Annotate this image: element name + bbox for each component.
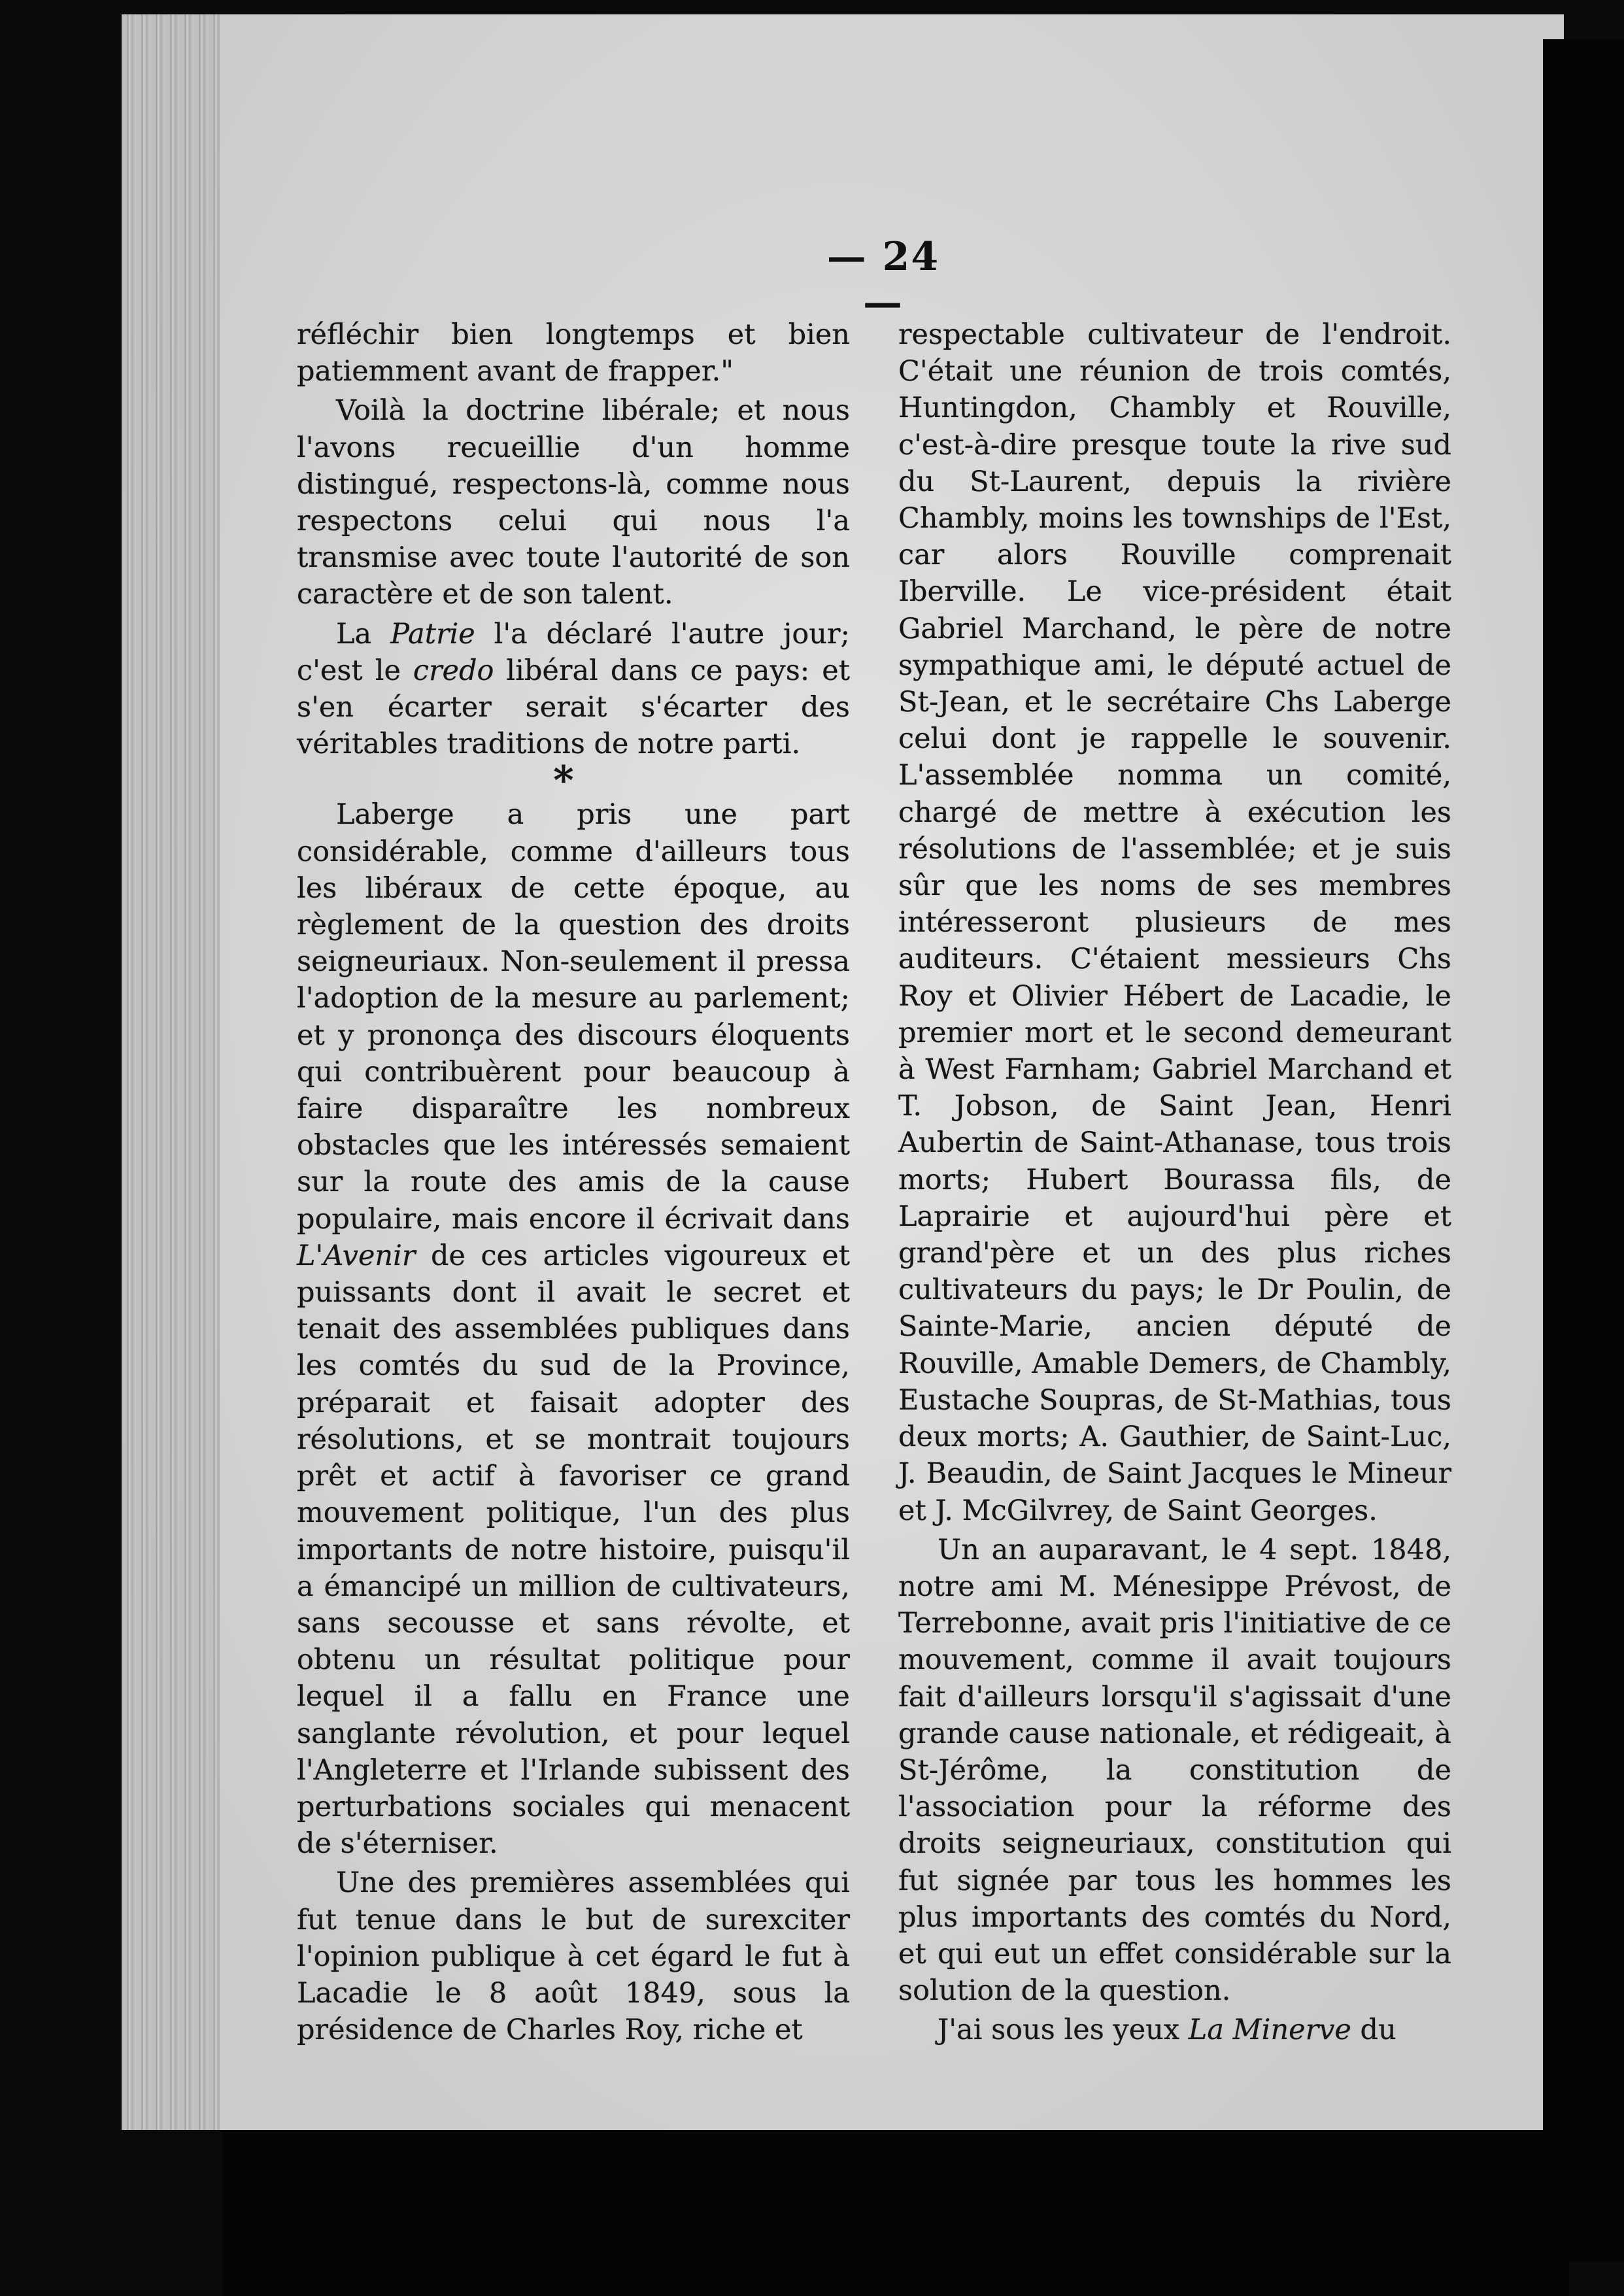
paragraph: Une des premières assemblées qui fut tenue dans le but de surexciter l'opinion publique à cet égard le fut à Lacadie le 8 août 1849, sous la présidence de Charles Roy, riche et (297, 1866, 850, 2047)
paragraph: Laberge a pris une part considérable, comme d'ailleurs tous les libéraux de cette époque, au règlement de la question des droits seigneuriaux. Non-seulement il pressa l'adoption de la mesure au parlement; et y prononça des discours éloquents qui contribuèrent pour beaucoup à faire disparaître les nombreux obstacles que les intéressés semaient sur la route des amis de la cause populaire, mais encore il écrivait dans L'Avenir de ces articles vigoureux et puissants dont il avait le secret et tenait des assemblées publiques dans les comtés du sud de la Province, préparait et faisait adopter des résolutions, et se montrait toujours prêt et actif à favoriser ce grand mouvement politique, l'un des plus importants de notre histoire, puisqu'il a émancipé un million de cultivateurs, sans secousse et sans révolte, et obtenu un résultat politique pour lequel il a fallu en France une sanglante révolution, et pour lequel l'Angleterre et l'Irlande subissent des perturbations sociales qui menacent de s'éterniser. (297, 798, 850, 1861)
left-column (297, 316, 850, 2051)
paragraph: Voilà la doctrine libérale; et nous l'avons recueillie d'un homme distingué, respectons-là, comme nous respectons celui qui nous l'a transmise avec toute l'autorité de son caractère et de son talent. (297, 394, 850, 611)
section-separator: * (553, 758, 574, 804)
paragraph: La Patrie l'a déclaré l'autre jour; c'est le credo libéral dans ce pays: et s'en écarter serait s'écarter des véritables traditions de notre parti. (297, 617, 851, 761)
paragraph: respectable cultivateur de l'endroit. C'était une réunion de trois comtés, Huntingdon, Chambly et Rouville, c'est-à-dire presque toute la rive sud du St-Laurent, depuis la rivière Chambly, moins les townships de l'Est, car alors Rouville comprenait Iberville. Le vice-président était Gabriel Marchand, le père de notre sympathique ami, le député actuel de St-Jean, et le secrétaire Chs Laberge celui dont je rappelle le souvenir. L'assemblée nomma un comité, chargé de mettre à exécution les résolutions de l'assemblée; et je suis sûr que les noms de ses membres intéresseront plusieurs de mes auditeurs. C'étaient messieurs Chs Roy et Olivier Hébert de Lacadie, le premier mort et le second demeurant à West Farnham; Gabriel Marchand et T. Jobson, de Saint Jean, Henri Aubertin de Saint-Athanase, tous trois morts; Hubert Bourassa fils, de Laprairie et aujourd'hui père et grand'père et un des plus riches cultivateurs du pays; le Dr Poulin, de Sainte-Marie, ancien député de Rouville, Amable Demers, de Chambly, Eustache Soupras, de St-Mathias, tous deux morts; A. Gauthier, de Saint-Luc, J. Beaudin, de Saint Jacques le Mineur et J. McGilvrey, de Saint Georges. (898, 318, 1451, 1527)
paragraph: réfléchir bien longtemps et bien patiemment avant de frapper." (297, 318, 850, 388)
scan-border-right (1543, 39, 1624, 2262)
italic-title: Patrie (390, 617, 475, 650)
italic-word: credo (413, 654, 494, 687)
book-gutter-edge (122, 14, 220, 2130)
paragraph: J'ai sous les yeux La Minerve du (938, 2014, 1396, 2047)
italic-title: L'Avenir (297, 1239, 416, 1272)
page-number: — 24 — (826, 234, 940, 326)
right-column (898, 316, 1451, 2051)
italic-title: La Minerve (1188, 2014, 1351, 2047)
paragraph: Un an auparavant, le 4 sept. 1848, notre ami M. Ménesippe Prévost, de Terrebonne, avait pris l'initiative de ce mouvement, comme il avait toujours fait d'ailleurs lorsqu'il s'agissait d'une grande cause nationale, et rédigeait, à St-Jérôme, la constitution de l'association pour la réforme des droits seigneuriaux, constitution qui fut signée par tous les hommes les plus importants des comtés du Nord, et qui eut un effet considérable sur la solution de la question. (898, 1533, 1451, 2008)
scan-border-bottom (222, 2130, 1569, 2296)
